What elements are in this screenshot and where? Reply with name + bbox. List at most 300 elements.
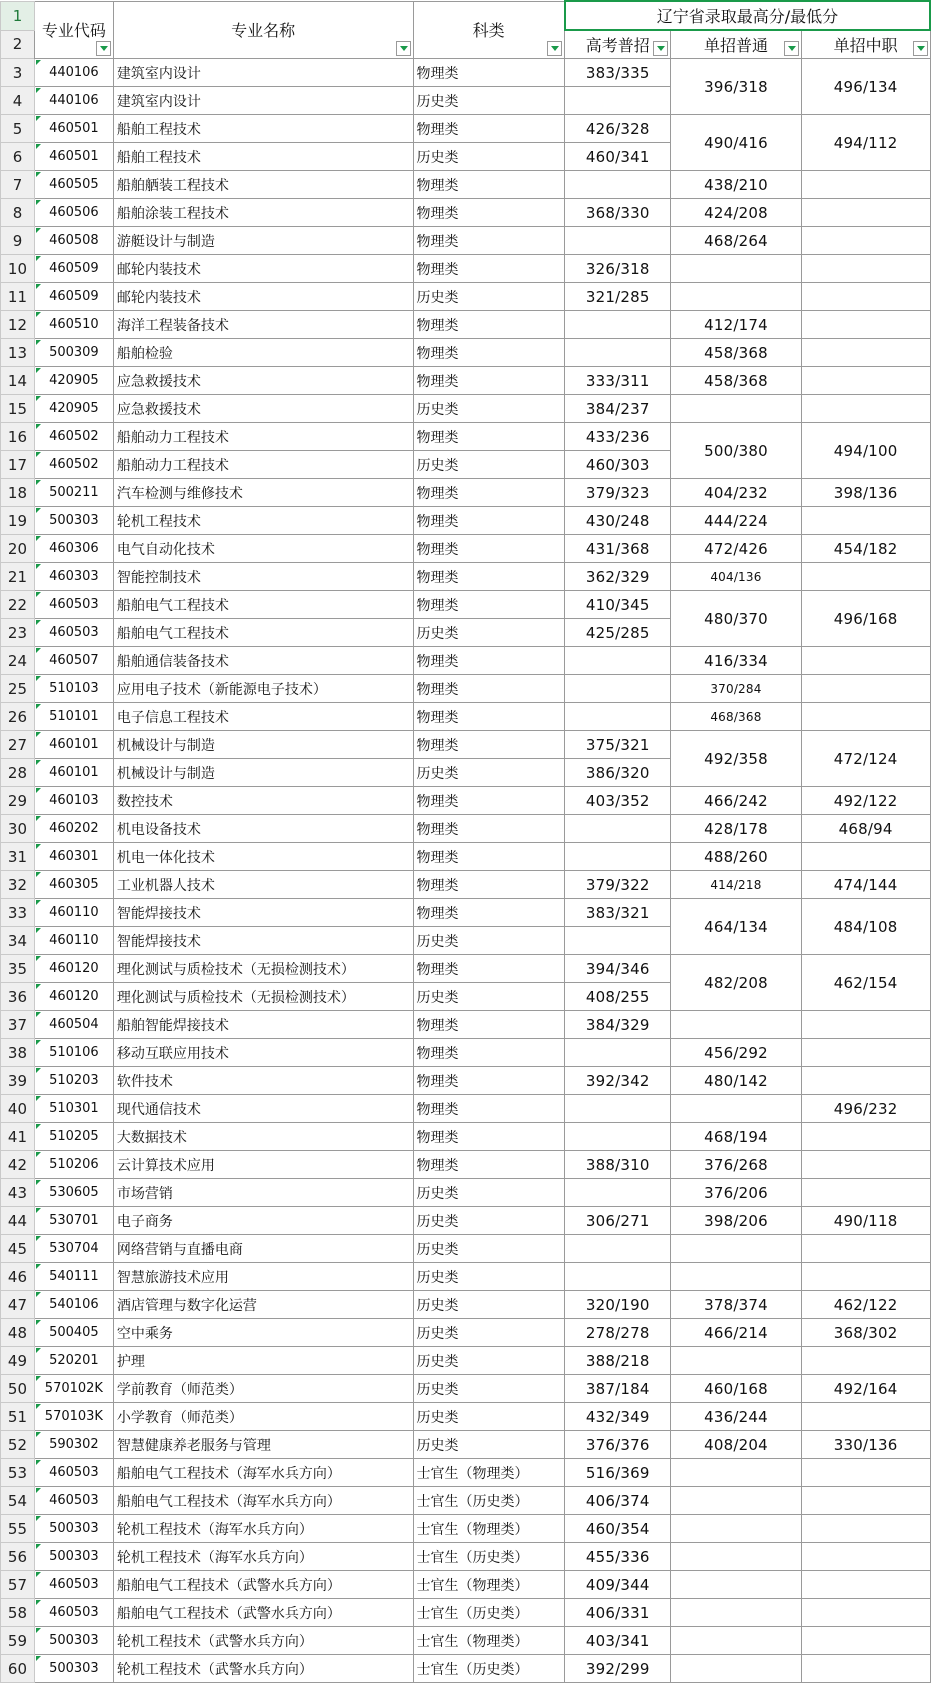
cell-name[interactable]: 市场营销 bbox=[113, 1179, 413, 1207]
cell-code[interactable]: 460306 bbox=[34, 535, 113, 563]
cell-category[interactable]: 历史类 bbox=[413, 395, 565, 423]
row-number[interactable]: 8 bbox=[1, 199, 35, 227]
cell-code[interactable]: 420905 bbox=[34, 395, 113, 423]
row-number[interactable]: 24 bbox=[1, 647, 35, 675]
cell-category[interactable]: 历史类 bbox=[413, 1319, 565, 1347]
filter-dropdown-icon[interactable] bbox=[784, 41, 799, 56]
cell-dz[interactable]: 378/374 bbox=[671, 1291, 802, 1319]
cell-name[interactable]: 智能焊接技术 bbox=[113, 927, 413, 955]
cell-zz[interactable] bbox=[801, 1179, 930, 1207]
cell-code[interactable]: 460506 bbox=[34, 199, 113, 227]
row-number[interactable]: 47 bbox=[1, 1291, 35, 1319]
cell-zz[interactable]: 454/182 bbox=[801, 535, 930, 563]
cell-gk[interactable]: 320/190 bbox=[565, 1291, 671, 1319]
cell-code[interactable]: 540111 bbox=[34, 1263, 113, 1291]
cell-gk[interactable]: 403/341 bbox=[565, 1627, 671, 1655]
cell-gk[interactable] bbox=[565, 927, 671, 955]
cell-category[interactable]: 物理类 bbox=[413, 675, 565, 703]
cell-zz[interactable] bbox=[801, 1571, 930, 1599]
cell-category[interactable]: 物理类 bbox=[413, 591, 565, 619]
row-number[interactable]: 46 bbox=[1, 1263, 35, 1291]
cell-code[interactable]: 460504 bbox=[34, 1011, 113, 1039]
cell-code[interactable]: 520201 bbox=[34, 1347, 113, 1375]
cell-category[interactable]: 物理类 bbox=[413, 227, 565, 255]
cell-dz[interactable]: 414/218 bbox=[671, 871, 802, 899]
cell-gk[interactable] bbox=[565, 311, 671, 339]
row-number[interactable]: 42 bbox=[1, 1151, 35, 1179]
cell-category[interactable]: 物理类 bbox=[413, 255, 565, 283]
cell-category[interactable]: 历史类 bbox=[413, 1235, 565, 1263]
cell-zz[interactable] bbox=[801, 1459, 930, 1487]
filter-dropdown-icon[interactable] bbox=[547, 41, 562, 56]
cell-code[interactable]: 460110 bbox=[34, 927, 113, 955]
row-number[interactable]: 15 bbox=[1, 395, 35, 423]
cell-code[interactable]: 460503 bbox=[34, 1487, 113, 1515]
row-number[interactable]: 25 bbox=[1, 675, 35, 703]
row-number[interactable]: 43 bbox=[1, 1179, 35, 1207]
cell-code[interactable]: 460101 bbox=[34, 759, 113, 787]
cell-code[interactable]: 460501 bbox=[34, 115, 113, 143]
cell-gk[interactable]: 433/236 bbox=[565, 423, 671, 451]
cell-name[interactable]: 护理 bbox=[113, 1347, 413, 1375]
cell-name[interactable]: 船舶检验 bbox=[113, 339, 413, 367]
cell-gk[interactable] bbox=[565, 1123, 671, 1151]
cell-code[interactable]: 460305 bbox=[34, 871, 113, 899]
cell-gk[interactable] bbox=[565, 703, 671, 731]
cell-gk[interactable] bbox=[565, 171, 671, 199]
cell-category[interactable]: 历史类 bbox=[413, 927, 565, 955]
row-number[interactable]: 38 bbox=[1, 1039, 35, 1067]
cell-category[interactable]: 物理类 bbox=[413, 1095, 565, 1123]
cell-dz[interactable]: 412/174 bbox=[671, 311, 802, 339]
cell-dz[interactable]: 436/244 bbox=[671, 1403, 802, 1431]
header-code[interactable] bbox=[34, 1, 113, 59]
cell-dz[interactable] bbox=[671, 283, 802, 311]
cell-code[interactable]: 460120 bbox=[34, 955, 113, 983]
cell-zz[interactable] bbox=[801, 1627, 930, 1655]
row-number[interactable]: 40 bbox=[1, 1095, 35, 1123]
cell-dz[interactable]: 444/224 bbox=[671, 507, 802, 535]
cell-category[interactable]: 物理类 bbox=[413, 871, 565, 899]
cell-category[interactable]: 物理类 bbox=[413, 843, 565, 871]
cell-zz[interactable] bbox=[801, 283, 930, 311]
cell-category[interactable]: 士官生（历史类） bbox=[413, 1543, 565, 1571]
cell-gk[interactable]: 516/369 bbox=[565, 1459, 671, 1487]
cell-category[interactable]: 物理类 bbox=[413, 703, 565, 731]
cell-name[interactable]: 智慧健康养老服务与管理 bbox=[113, 1431, 413, 1459]
cell-category[interactable]: 历史类 bbox=[413, 1263, 565, 1291]
cell-category[interactable]: 士官生（历史类） bbox=[413, 1655, 565, 1683]
cell-zz[interactable] bbox=[801, 1067, 930, 1095]
row-number[interactable]: 29 bbox=[1, 787, 35, 815]
cell-code[interactable]: 460110 bbox=[34, 899, 113, 927]
cell-name[interactable]: 空中乘务 bbox=[113, 1319, 413, 1347]
cell-code[interactable]: 510301 bbox=[34, 1095, 113, 1123]
cell-zz[interactable]: 496/134 bbox=[801, 59, 930, 115]
cell-dz[interactable]: 404/232 bbox=[671, 479, 802, 507]
cell-zz[interactable]: 462/154 bbox=[801, 955, 930, 1011]
cell-code[interactable]: 460103 bbox=[34, 787, 113, 815]
cell-gk[interactable]: 387/184 bbox=[565, 1375, 671, 1403]
cell-gk[interactable]: 376/376 bbox=[565, 1431, 671, 1459]
cell-name[interactable]: 机械设计与制造 bbox=[113, 731, 413, 759]
cell-name[interactable]: 汽车检测与维修技术 bbox=[113, 479, 413, 507]
cell-name[interactable]: 轮机工程技术（海军水兵方向） bbox=[113, 1543, 413, 1571]
cell-zz[interactable] bbox=[801, 1515, 930, 1543]
header-name[interactable] bbox=[113, 1, 413, 59]
row-number[interactable]: 50 bbox=[1, 1375, 35, 1403]
cell-dz[interactable]: 456/292 bbox=[671, 1039, 802, 1067]
cell-name[interactable]: 船舶电气工程技术（武警水兵方向） bbox=[113, 1599, 413, 1627]
cell-dz[interactable]: 404/136 bbox=[671, 563, 802, 591]
row-number[interactable]: 21 bbox=[1, 563, 35, 591]
cell-zz[interactable] bbox=[801, 1235, 930, 1263]
row-number[interactable]: 4 bbox=[1, 87, 35, 115]
cell-name[interactable]: 现代通信技术 bbox=[113, 1095, 413, 1123]
cell-gk[interactable]: 384/237 bbox=[565, 395, 671, 423]
cell-zz[interactable]: 468/94 bbox=[801, 815, 930, 843]
cell-code[interactable]: 500303 bbox=[34, 507, 113, 535]
cell-dz[interactable]: 468/264 bbox=[671, 227, 802, 255]
cell-category[interactable]: 物理类 bbox=[413, 339, 565, 367]
row-number[interactable]: 23 bbox=[1, 619, 35, 647]
cell-zz[interactable] bbox=[801, 395, 930, 423]
row-number[interactable]: 58 bbox=[1, 1599, 35, 1627]
cell-category[interactable]: 物理类 bbox=[413, 423, 565, 451]
cell-category[interactable]: 物理类 bbox=[413, 731, 565, 759]
cell-gk[interactable]: 379/322 bbox=[565, 871, 671, 899]
cell-zz[interactable] bbox=[801, 255, 930, 283]
cell-name[interactable]: 船舶舾装工程技术 bbox=[113, 171, 413, 199]
cell-name[interactable]: 邮轮内装技术 bbox=[113, 255, 413, 283]
cell-code[interactable]: 460503 bbox=[34, 1599, 113, 1627]
row-number[interactable]: 28 bbox=[1, 759, 35, 787]
cell-gk[interactable]: 362/329 bbox=[565, 563, 671, 591]
cell-name[interactable]: 船舶工程技术 bbox=[113, 115, 413, 143]
cell-gk[interactable]: 425/285 bbox=[565, 619, 671, 647]
cell-gk[interactable] bbox=[565, 647, 671, 675]
cell-zz[interactable] bbox=[801, 703, 930, 731]
cell-zz[interactable] bbox=[801, 1655, 930, 1683]
cell-dz[interactable]: 468/368 bbox=[671, 703, 802, 731]
row-number[interactable]: 36 bbox=[1, 983, 35, 1011]
cell-dz[interactable]: 428/178 bbox=[671, 815, 802, 843]
row-number[interactable]: 56 bbox=[1, 1543, 35, 1571]
cell-zz[interactable]: 494/100 bbox=[801, 423, 930, 479]
row-number[interactable]: 37 bbox=[1, 1011, 35, 1039]
row-number[interactable]: 60 bbox=[1, 1655, 35, 1683]
cell-gk[interactable] bbox=[565, 1179, 671, 1207]
cell-dz[interactable] bbox=[671, 1487, 802, 1515]
cell-dz[interactable]: 492/358 bbox=[671, 731, 802, 787]
cell-name[interactable]: 轮机工程技术（武警水兵方向） bbox=[113, 1627, 413, 1655]
cell-name[interactable]: 电子信息工程技术 bbox=[113, 703, 413, 731]
cell-zz[interactable] bbox=[801, 1487, 930, 1515]
cell-category[interactable]: 士官生（物理类） bbox=[413, 1459, 565, 1487]
cell-gk[interactable]: 379/323 bbox=[565, 479, 671, 507]
cell-category[interactable]: 物理类 bbox=[413, 1011, 565, 1039]
cell-code[interactable]: 420905 bbox=[34, 367, 113, 395]
cell-code[interactable]: 460509 bbox=[34, 283, 113, 311]
cell-category[interactable]: 历史类 bbox=[413, 1431, 565, 1459]
row-number[interactable]: 33 bbox=[1, 899, 35, 927]
cell-gk[interactable]: 321/285 bbox=[565, 283, 671, 311]
cell-gk[interactable]: 388/218 bbox=[565, 1347, 671, 1375]
cell-zz[interactable]: 492/122 bbox=[801, 787, 930, 815]
cell-zz[interactable] bbox=[801, 199, 930, 227]
row-number[interactable]: 54 bbox=[1, 1487, 35, 1515]
cell-zz[interactable] bbox=[801, 1543, 930, 1571]
cell-zz[interactable] bbox=[801, 507, 930, 535]
cell-name[interactable]: 酒店管理与数字化运营 bbox=[113, 1291, 413, 1319]
cell-gk[interactable]: 386/320 bbox=[565, 759, 671, 787]
cell-code[interactable]: 440106 bbox=[34, 87, 113, 115]
cell-gk[interactable] bbox=[565, 1263, 671, 1291]
cell-zz[interactable] bbox=[801, 311, 930, 339]
cell-zz[interactable]: 472/124 bbox=[801, 731, 930, 787]
cell-name[interactable]: 船舶电气工程技术 bbox=[113, 619, 413, 647]
cell-code[interactable]: 500303 bbox=[34, 1543, 113, 1571]
row-number[interactable]: 32 bbox=[1, 871, 35, 899]
cell-zz[interactable] bbox=[801, 1039, 930, 1067]
cell-category[interactable]: 历史类 bbox=[413, 983, 565, 1011]
cell-dz[interactable]: 416/334 bbox=[671, 647, 802, 675]
cell-name[interactable]: 邮轮内装技术 bbox=[113, 283, 413, 311]
cell-dz[interactable]: 396/318 bbox=[671, 59, 802, 115]
cell-zz[interactable]: 496/168 bbox=[801, 591, 930, 647]
cell-gk[interactable]: 408/255 bbox=[565, 983, 671, 1011]
cell-zz[interactable] bbox=[801, 843, 930, 871]
row-number[interactable]: 48 bbox=[1, 1319, 35, 1347]
cell-dz[interactable] bbox=[671, 1095, 802, 1123]
row-number[interactable]: 1 bbox=[1, 1, 35, 30]
cell-dz[interactable]: 480/370 bbox=[671, 591, 802, 647]
cell-code[interactable]: 500303 bbox=[34, 1655, 113, 1683]
row-number[interactable]: 19 bbox=[1, 507, 35, 535]
cell-dz[interactable]: 482/208 bbox=[671, 955, 802, 1011]
row-number[interactable]: 20 bbox=[1, 535, 35, 563]
cell-category[interactable]: 物理类 bbox=[413, 647, 565, 675]
cell-gk[interactable]: 426/328 bbox=[565, 115, 671, 143]
cell-gk[interactable]: 306/271 bbox=[565, 1207, 671, 1235]
cell-name[interactable]: 机械设计与制造 bbox=[113, 759, 413, 787]
cell-gk[interactable] bbox=[565, 843, 671, 871]
cell-name[interactable]: 工业机器人技术 bbox=[113, 871, 413, 899]
cell-dz[interactable]: 398/206 bbox=[671, 1207, 802, 1235]
header-group-selected-cell[interactable]: 辽宁省录取最高分/最低分 bbox=[565, 1, 930, 30]
cell-gk[interactable]: 388/310 bbox=[565, 1151, 671, 1179]
cell-category[interactable]: 士官生（物理类） bbox=[413, 1627, 565, 1655]
cell-dz[interactable]: 468/194 bbox=[671, 1123, 802, 1151]
cell-gk[interactable]: 383/321 bbox=[565, 899, 671, 927]
cell-name[interactable]: 数控技术 bbox=[113, 787, 413, 815]
cell-name[interactable]: 游艇设计与制造 bbox=[113, 227, 413, 255]
cell-code[interactable]: 460301 bbox=[34, 843, 113, 871]
cell-dz[interactable] bbox=[671, 395, 802, 423]
cell-gk[interactable]: 375/321 bbox=[565, 731, 671, 759]
cell-gk[interactable]: 368/330 bbox=[565, 199, 671, 227]
filter-dropdown-icon[interactable] bbox=[653, 41, 668, 56]
cell-dz[interactable]: 438/210 bbox=[671, 171, 802, 199]
cell-zz[interactable] bbox=[801, 1347, 930, 1375]
cell-dz[interactable]: 424/208 bbox=[671, 199, 802, 227]
filter-dropdown-icon[interactable] bbox=[96, 41, 111, 56]
cell-category[interactable]: 物理类 bbox=[413, 59, 565, 87]
cell-dz[interactable] bbox=[671, 1543, 802, 1571]
row-number[interactable]: 6 bbox=[1, 143, 35, 171]
row-number[interactable]: 22 bbox=[1, 591, 35, 619]
cell-zz[interactable] bbox=[801, 647, 930, 675]
row-number[interactable]: 30 bbox=[1, 815, 35, 843]
cell-dz[interactable]: 376/206 bbox=[671, 1179, 802, 1207]
cell-category[interactable]: 物理类 bbox=[413, 899, 565, 927]
cell-name[interactable]: 云计算技术应用 bbox=[113, 1151, 413, 1179]
row-number[interactable]: 34 bbox=[1, 927, 35, 955]
cell-gk[interactable] bbox=[565, 675, 671, 703]
cell-name[interactable]: 机电一体化技术 bbox=[113, 843, 413, 871]
cell-zz[interactable] bbox=[801, 1599, 930, 1627]
cell-dz[interactable]: 458/368 bbox=[671, 339, 802, 367]
cell-name[interactable]: 船舶电气工程技术（武警水兵方向） bbox=[113, 1571, 413, 1599]
cell-name[interactable]: 船舶动力工程技术 bbox=[113, 451, 413, 479]
cell-dz[interactable]: 472/426 bbox=[671, 535, 802, 563]
header-dz[interactable] bbox=[671, 30, 802, 59]
cell-gk[interactable]: 326/318 bbox=[565, 255, 671, 283]
cell-category[interactable]: 物理类 bbox=[413, 535, 565, 563]
cell-name[interactable]: 船舶电气工程技术 bbox=[113, 591, 413, 619]
row-number[interactable]: 53 bbox=[1, 1459, 35, 1487]
cell-dz[interactable] bbox=[671, 1011, 802, 1039]
cell-category[interactable]: 士官生（历史类） bbox=[413, 1599, 565, 1627]
cell-name[interactable]: 应急救援技术 bbox=[113, 367, 413, 395]
cell-name[interactable]: 理化测试与质检技术（无损检测技术） bbox=[113, 983, 413, 1011]
row-number[interactable]: 35 bbox=[1, 955, 35, 983]
cell-name[interactable]: 船舶涂装工程技术 bbox=[113, 199, 413, 227]
cell-category[interactable]: 物理类 bbox=[413, 1123, 565, 1151]
cell-name[interactable]: 智慧旅游技术应用 bbox=[113, 1263, 413, 1291]
cell-code[interactable]: 510205 bbox=[34, 1123, 113, 1151]
cell-dz[interactable]: 466/214 bbox=[671, 1319, 802, 1347]
cell-gk[interactable] bbox=[565, 1095, 671, 1123]
row-number[interactable]: 3 bbox=[1, 59, 35, 87]
cell-category[interactable]: 物理类 bbox=[413, 1067, 565, 1095]
cell-gk[interactable] bbox=[565, 1235, 671, 1263]
cell-category[interactable]: 物理类 bbox=[413, 563, 565, 591]
cell-code[interactable]: 530701 bbox=[34, 1207, 113, 1235]
cell-name[interactable]: 移动互联应用技术 bbox=[113, 1039, 413, 1067]
row-number[interactable]: 45 bbox=[1, 1235, 35, 1263]
row-number[interactable]: 14 bbox=[1, 367, 35, 395]
cell-code[interactable]: 460202 bbox=[34, 815, 113, 843]
cell-category[interactable]: 历史类 bbox=[413, 1347, 565, 1375]
cell-name[interactable]: 应用电子技术（新能源电子技术） bbox=[113, 675, 413, 703]
cell-gk[interactable] bbox=[565, 1039, 671, 1067]
row-number[interactable]: 16 bbox=[1, 423, 35, 451]
cell-code[interactable]: 440106 bbox=[34, 59, 113, 87]
cell-name[interactable]: 应急救援技术 bbox=[113, 395, 413, 423]
cell-code[interactable]: 510101 bbox=[34, 703, 113, 731]
cell-category[interactable]: 物理类 bbox=[413, 171, 565, 199]
cell-zz[interactable] bbox=[801, 339, 930, 367]
cell-code[interactable]: 500309 bbox=[34, 339, 113, 367]
row-number[interactable]: 5 bbox=[1, 115, 35, 143]
cell-zz[interactable]: 492/164 bbox=[801, 1375, 930, 1403]
cell-name[interactable]: 学前教育（师范类） bbox=[113, 1375, 413, 1403]
cell-dz[interactable]: 466/242 bbox=[671, 787, 802, 815]
cell-name[interactable]: 船舶动力工程技术 bbox=[113, 423, 413, 451]
cell-code[interactable]: 510203 bbox=[34, 1067, 113, 1095]
cell-dz[interactable]: 488/260 bbox=[671, 843, 802, 871]
cell-gk[interactable]: 460/341 bbox=[565, 143, 671, 171]
cell-name[interactable]: 轮机工程技术（海军水兵方向） bbox=[113, 1515, 413, 1543]
cell-name[interactable]: 电气自动化技术 bbox=[113, 535, 413, 563]
cell-category[interactable]: 物理类 bbox=[413, 1151, 565, 1179]
row-number[interactable]: 26 bbox=[1, 703, 35, 731]
cell-name[interactable]: 小学教育（师范类） bbox=[113, 1403, 413, 1431]
cell-category[interactable]: 物理类 bbox=[413, 787, 565, 815]
cell-zz[interactable] bbox=[801, 1263, 930, 1291]
cell-code[interactable]: 510103 bbox=[34, 675, 113, 703]
cell-gk[interactable]: 278/278 bbox=[565, 1319, 671, 1347]
cell-gk[interactable]: 409/344 bbox=[565, 1571, 671, 1599]
cell-gk[interactable]: 406/331 bbox=[565, 1599, 671, 1627]
cell-name[interactable]: 智能焊接技术 bbox=[113, 899, 413, 927]
row-number[interactable]: 57 bbox=[1, 1571, 35, 1599]
cell-gk[interactable]: 394/346 bbox=[565, 955, 671, 983]
row-number[interactable]: 9 bbox=[1, 227, 35, 255]
row-number[interactable]: 12 bbox=[1, 311, 35, 339]
cell-name[interactable]: 船舶电气工程技术（海军水兵方向） bbox=[113, 1487, 413, 1515]
cell-zz[interactable] bbox=[801, 563, 930, 591]
cell-dz[interactable]: 480/142 bbox=[671, 1067, 802, 1095]
row-number[interactable]: 27 bbox=[1, 731, 35, 759]
cell-zz[interactable]: 368/302 bbox=[801, 1319, 930, 1347]
cell-code[interactable]: 510106 bbox=[34, 1039, 113, 1067]
cell-name[interactable]: 船舶工程技术 bbox=[113, 143, 413, 171]
cell-zz[interactable]: 496/232 bbox=[801, 1095, 930, 1123]
cell-code[interactable]: 460507 bbox=[34, 647, 113, 675]
filter-dropdown-icon[interactable] bbox=[396, 41, 411, 56]
row-number[interactable]: 39 bbox=[1, 1067, 35, 1095]
cell-name[interactable]: 建筑室内设计 bbox=[113, 87, 413, 115]
cell-name[interactable]: 轮机工程技术（武警水兵方向） bbox=[113, 1655, 413, 1683]
cell-category[interactable]: 物理类 bbox=[413, 199, 565, 227]
cell-code[interactable]: 570102K bbox=[34, 1375, 113, 1403]
row-number[interactable]: 18 bbox=[1, 479, 35, 507]
cell-category[interactable]: 物理类 bbox=[413, 1039, 565, 1067]
cell-gk[interactable] bbox=[565, 87, 671, 115]
cell-category[interactable]: 历史类 bbox=[413, 759, 565, 787]
row-number[interactable]: 55 bbox=[1, 1515, 35, 1543]
cell-dz[interactable] bbox=[671, 1599, 802, 1627]
cell-zz[interactable] bbox=[801, 1011, 930, 1039]
row-number[interactable]: 41 bbox=[1, 1123, 35, 1151]
cell-dz[interactable]: 500/380 bbox=[671, 423, 802, 479]
row-number[interactable]: 52 bbox=[1, 1431, 35, 1459]
cell-zz[interactable]: 462/122 bbox=[801, 1291, 930, 1319]
cell-category[interactable]: 物理类 bbox=[413, 115, 565, 143]
row-number[interactable]: 44 bbox=[1, 1207, 35, 1235]
cell-gk[interactable]: 430/248 bbox=[565, 507, 671, 535]
cell-dz[interactable]: 464/134 bbox=[671, 899, 802, 955]
cell-code[interactable]: 460503 bbox=[34, 591, 113, 619]
cell-name[interactable]: 理化测试与质检技术（无损检测技术） bbox=[113, 955, 413, 983]
cell-name[interactable]: 网络营销与直播电商 bbox=[113, 1235, 413, 1263]
cell-dz[interactable]: 458/368 bbox=[671, 367, 802, 395]
cell-category[interactable]: 物理类 bbox=[413, 311, 565, 339]
row-number[interactable]: 7 bbox=[1, 171, 35, 199]
cell-category[interactable]: 历史类 bbox=[413, 1375, 565, 1403]
